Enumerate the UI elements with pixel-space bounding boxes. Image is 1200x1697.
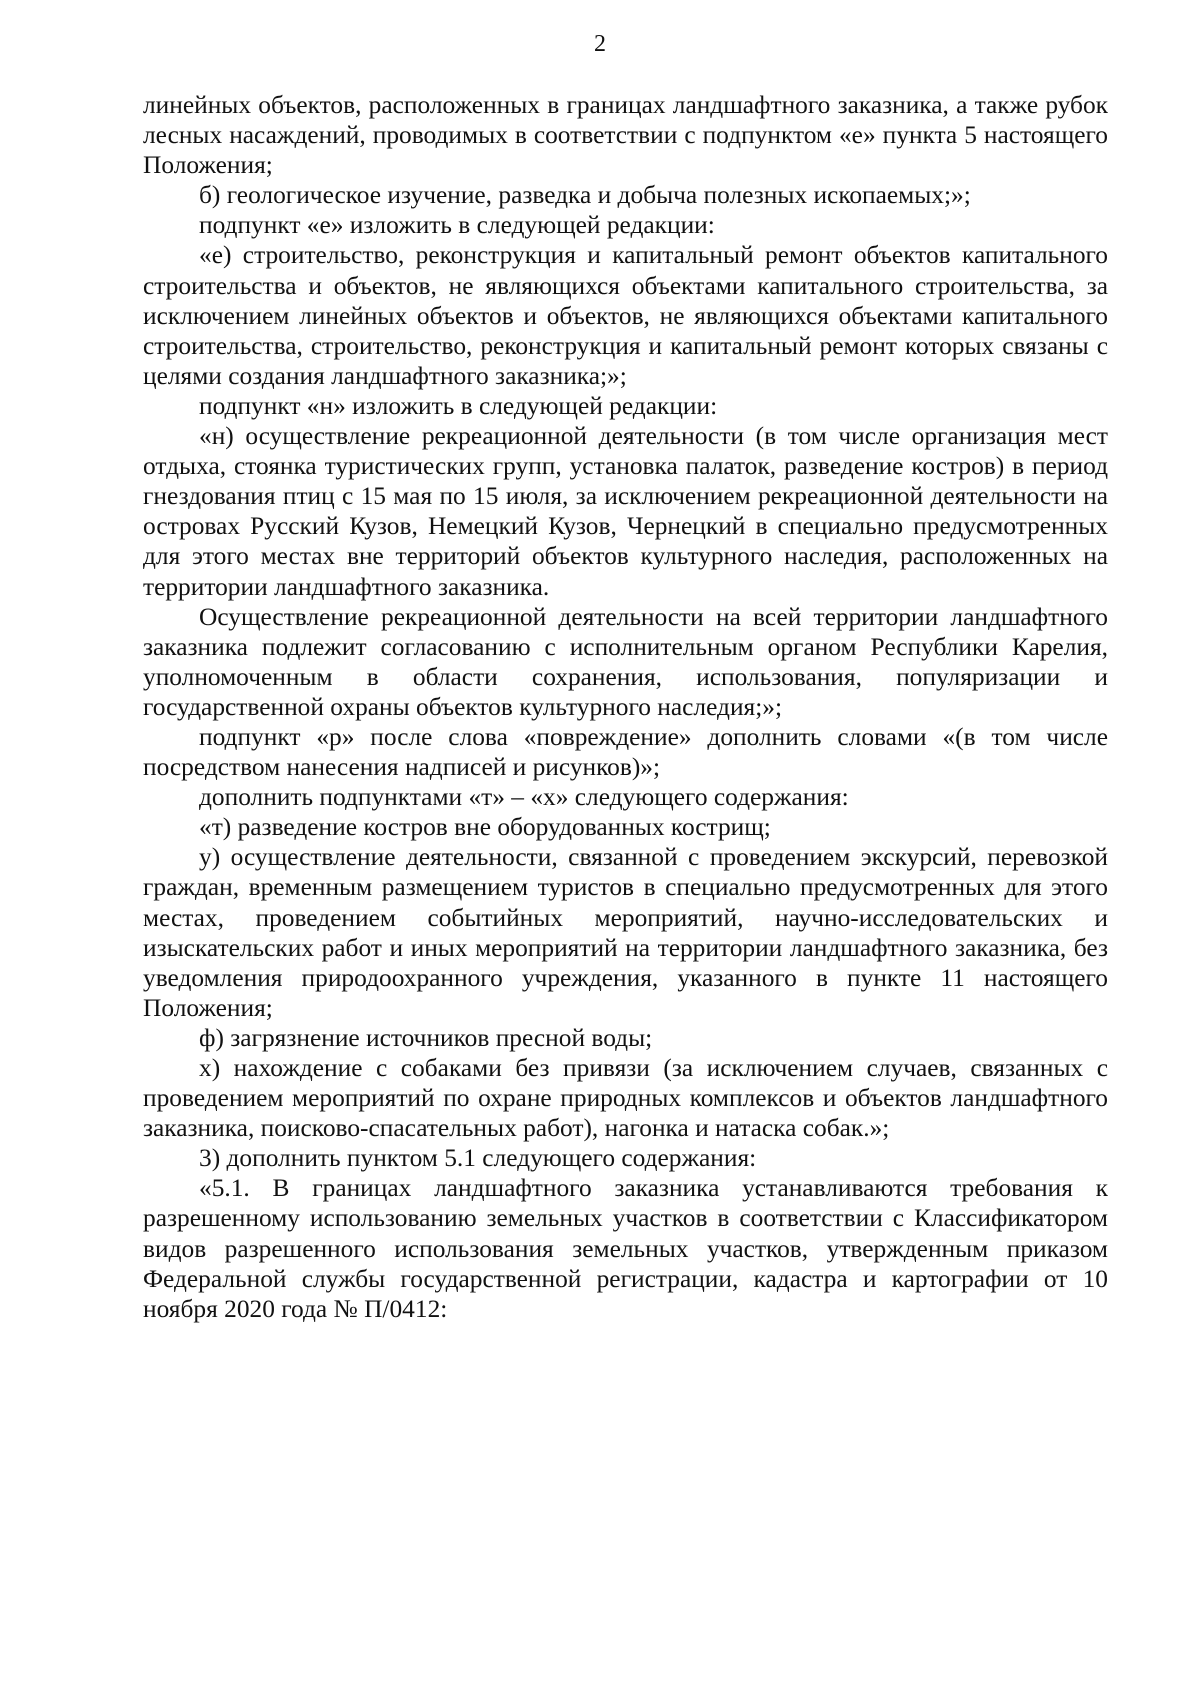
paragraph: Осуществление рекреационной деятельности на всей территории ландшафтного заказника подлежит согласованию с исполнительным органом Республики Карелия, уполномоченным в области сохранения, использования, популяризации и государственной охраны объектов культурного наследия;»; xyxy=(143,602,1108,721)
paragraph: «н) осуществление рекреационной деятельности (в том числе организация мест отдыха, стоянка туристических групп, установка палаток, разведение костров) в период гнездования птиц с 15 мая по 15 июля, за исключением рекреационной деятельности на островах Русский Кузов, Немецкий Кузов, Чернецкий в специально предусмотренных для этого местах вне территорий объектов культурного наследия, расположенных на территории ландшафтного заказника. xyxy=(143,422,1108,601)
paragraph: «т) разведение костров вне оборудованных кострищ; xyxy=(199,813,771,842)
page-number: 2 xyxy=(594,31,606,57)
paragraph: х) нахождение с собаками без привязи (за исключением случаев, связанных с проведением мероприятий по охране природных комплексов и объектов ландшафтного заказника, поисково-спасательных работ), нагонка и натаска собак.»; xyxy=(143,1054,1108,1143)
document-body xyxy=(143,90,1108,1324)
paragraph: подпункт «р» после слова «повреждение» дополнить словами «(в том числе посредством нанесения надписей и рисунков)»; xyxy=(143,722,1108,782)
paragraph: «е) строительство, реконструкция и капитальный ремонт объектов капитального строительства и объектов, не являющихся объектами капитального строительства, за исключением линейных объектов и объектов, не являющихся объектами капитального строительства, строительство, реконструкция и капитальный ремонт которых связаны с целями создания ландшафтного заказника;»; xyxy=(143,241,1108,390)
paragraph: подпункт «н» изложить в следующей редакции: xyxy=(199,391,718,420)
paragraph: подпункт «е» изложить в следующей редакции: xyxy=(199,211,715,240)
paragraph: «5.1. В границах ландшафтного заказника устанавливаются требования к разрешенному использованию земельных участков в соответствии с Классификатором видов разрешенного использования земельных участков, утвержденным приказом Федеральной службы государственной регистрации, кадастра и картографии от 10 ноября 2020 года № П/0412: xyxy=(143,1174,1108,1323)
paragraph: дополнить подпунктами «т» – «х» следующего содержания: xyxy=(199,783,849,812)
paragraph: линейных объектов, расположенных в границах ландшафтного заказника, а также рубок лесных насаждений, проводимых в соответствии с подпунктом «е» пункта 5 настоящего Положения; xyxy=(143,91,1108,180)
paragraph: у) осуществление деятельности, связанной с проведением экскурсий, перевозкой граждан, временным размещением туристов в специально предусмотренных для этого местах, проведением событийных мероприятий, научно-исследовательских и изыскательских работ и иных мероприятий на территории ландшафтного заказника, без уведомления природоохранного учреждения, указанного в пункте 11 настоящего Положения; xyxy=(143,843,1108,1022)
paragraph: б) геологическое изучение, разведка и добыча полезных ископаемых;»; xyxy=(199,181,971,210)
paragraph: 3) дополнить пунктом 5.1 следующего содержания: xyxy=(199,1144,757,1173)
paragraph: ф) загрязнение источников пресной воды; xyxy=(199,1023,653,1052)
